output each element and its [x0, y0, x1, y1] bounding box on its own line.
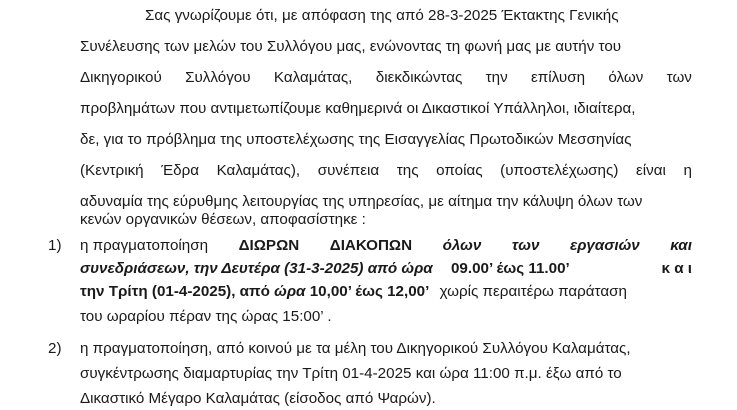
- word: (υποστελέχωσης): [500, 162, 619, 179]
- paragraph-line-8: κενών οργανικών θέσεων, αποφασίστηκε :: [80, 211, 366, 228]
- word: Καλαμάτας),: [216, 162, 301, 179]
- item-1-bold-word: και: [670, 237, 692, 254]
- item-1-bold-word: των: [511, 237, 540, 254]
- item-1-bold-word: ΔΙΑΚΟΠΩΝ: [329, 237, 413, 254]
- paragraph-line-6: [80, 161, 692, 181]
- paragraph-line-1: Σας γνωρίζουμε ότι, με απόφαση της από 28-3-2025 Έκτακτης Γενικής: [145, 7, 619, 24]
- word: είναι: [635, 162, 666, 179]
- word: επίλυση: [531, 69, 586, 86]
- paragraph-line-7: αδυναμία της εύρυθμης λειτουργίας της υπηρεσίας, με αίτημα την κάλυψη όλων των: [80, 193, 643, 210]
- item-1-bold-word: εργασιών: [569, 237, 640, 254]
- item-1-text: η πραγματοποίηση: [80, 237, 209, 254]
- word: όλων: [608, 69, 644, 86]
- word: οποίας: [436, 162, 483, 179]
- item-1-number: 1): [48, 237, 62, 254]
- paragraph-line-4: προβλημάτων που αντιμετωπίζουμε καθημερινά οι Δικαστικοί Υπάλληλοι, ιδιαίτερα,: [80, 100, 636, 117]
- word: Δικηγορικού: [80, 69, 162, 86]
- item-1-date-text: συνεδριάσεων, την Δευτέρα (31-3-2025) από ώρα: [80, 260, 433, 277]
- word: διεκδικώντας: [375, 69, 463, 86]
- word: Έδρα: [161, 162, 199, 179]
- item-1-spaced-and: κ α ι: [661, 260, 692, 277]
- word: την: [485, 69, 508, 86]
- word: των: [666, 69, 692, 86]
- item-1-bold-word: όλων: [442, 237, 482, 254]
- item-1-time-range: 10,00’ έως 12,00’: [309, 283, 430, 300]
- item-1-line-2: [80, 259, 692, 279]
- item-2-line-2: συγκέντρωσης διαμαρτυρίας την Τρίτη 01-4-2025 και ώρα 11:00 π.μ. έξω από το: [80, 365, 622, 382]
- item-1-bold-word: ΔΙΩΡΩΝ: [238, 237, 300, 254]
- item-1-time-range: 09.00’ έως 11.00’: [450, 260, 570, 277]
- item-2-line-1: η πραγματοποίηση, από κοινού με τα μέλη του Δικηγορικού Συλλόγου Καλαμάτας,: [80, 340, 631, 357]
- item-1-italic-word: ώρα: [274, 283, 306, 300]
- item-1-text: χωρίς περαιτέρω παράταση: [439, 283, 627, 300]
- item-1-date-text: την Τρίτη (01-4-2025), από: [80, 283, 270, 300]
- word: συνέπεια: [317, 162, 380, 179]
- paragraph-line-3: [80, 68, 692, 88]
- item-2-number: 2): [48, 340, 62, 357]
- word: η: [683, 162, 692, 179]
- word: (Κεντρική: [80, 162, 144, 179]
- word: Συλλόγου: [185, 69, 251, 86]
- paragraph-line-5: δε, για το πρόβλημα της υποστελέχωσης της Εισαγγελίας Πρωτοδικών Μεσσηνίας: [80, 131, 632, 148]
- item-2-line-3: Δικαστικό Μέγαρο Καλαμάτας (είσοδος από Ψαρών).: [80, 390, 436, 407]
- word: της: [396, 162, 419, 179]
- paragraph-line-2: Συνέλευσης των μελών του Συλλόγου μας, ενώνοντας τη φωνή μας με αυτήν του: [80, 38, 622, 55]
- item-1-line-4: του ωραρίου πέραν της ώρας 15:00’ .: [80, 308, 332, 325]
- item-1-line-1: [80, 236, 692, 256]
- word: Καλαμάτας,: [273, 69, 353, 86]
- item-1-line-3: [80, 282, 627, 302]
